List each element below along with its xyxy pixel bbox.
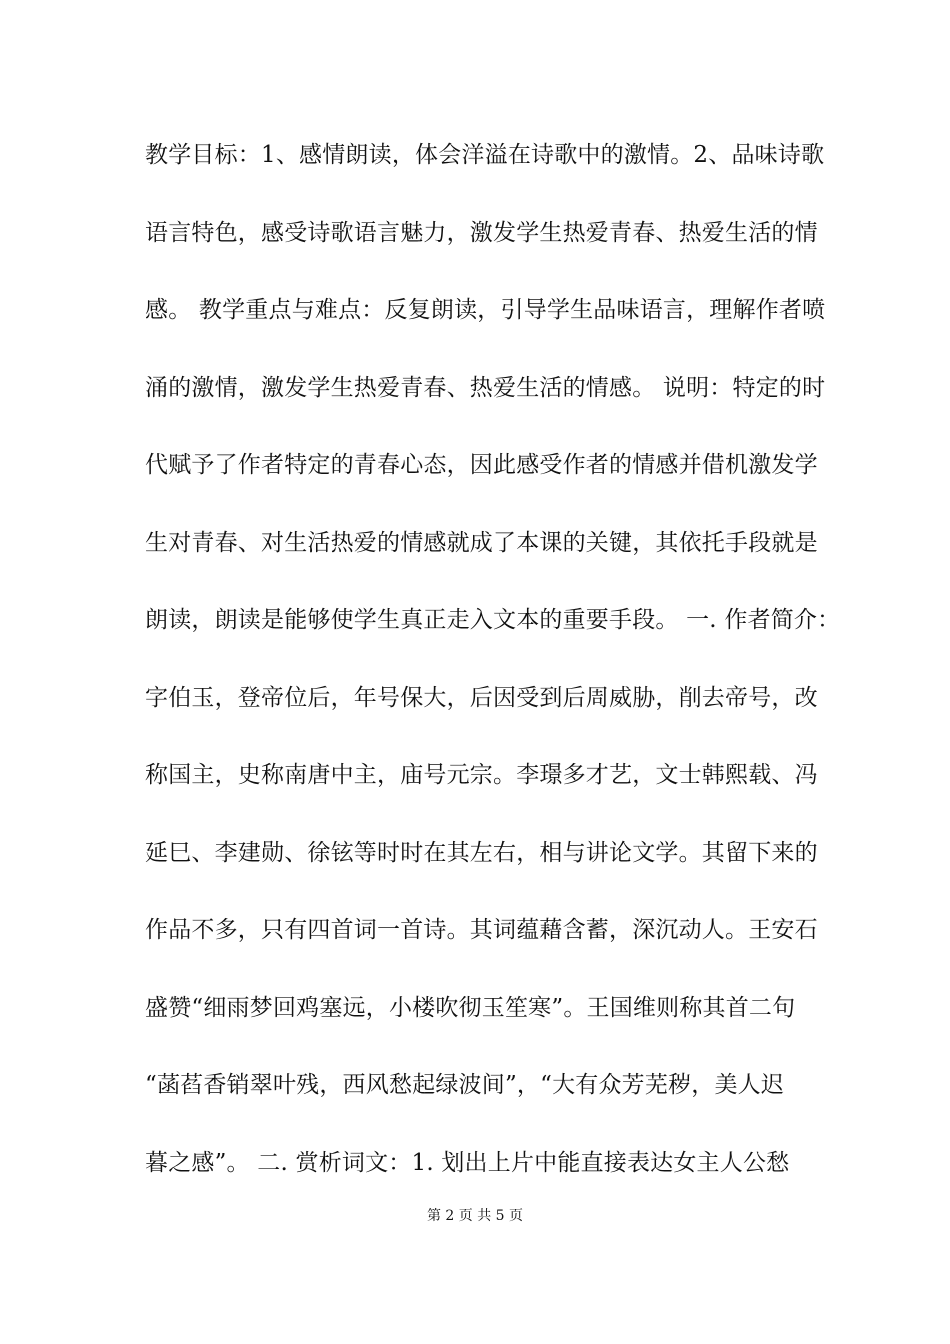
text-line-9: 称国主，史称南唐中主，庙号元宗。李璟多才艺，文士韩熙载、冯 — [145, 762, 818, 788]
text-line-5: 代赋予了作者特定的青春心态，因此感受作者的情感并借机激发学 — [145, 452, 818, 478]
text-line-10: 延巳、李建勋、徐铉等时时在其左右，相与讲论文学。其留下来的 — [145, 839, 818, 866]
text-line-6: 生对青春、对生活热爱的情感就成了本课的关键，其依托手段就是 — [145, 529, 818, 556]
text-line-3: 感。 教学重点与难点：反复朗读，引导学生品味语言，理解作者喷 — [145, 297, 826, 323]
text-line-7: 朗读，朗读是能够使学生真正走入文本的重要手段。 一. 作者简介： — [145, 607, 841, 633]
text-line-2: 语言特色，感受诗歌语言魅力，激发学生热爱青春、热爱生活的情 — [145, 219, 818, 246]
document-body — [145, 132, 841, 1217]
text-line-14: 暮之感”。 二. 赏析词文：1. 划出上片中能直接表达女主人公愁 — [145, 1149, 790, 1176]
text-line-4: 涌的激情，激发学生热爱青春、热爱生活的情感。 说明：特定的时 — [145, 374, 826, 401]
text-line-12: 盛赞“细雨梦回鸡塞远，小楼吹彻玉笙寒”。王国维则称其首二句 — [145, 994, 796, 1021]
text-line-11: 作品不多，只有四首词一首诗。其词蕴藉含蓄，深沉动人。王安石 — [145, 917, 818, 943]
text-line-13: “菡萏香销翠叶残，西风愁起绿波间”，“大有众芳芜秽，美人迟 — [145, 1072, 785, 1098]
text-line-8: 字伯玉，登帝位后，年号保大，后因受到后周威胁，削去帝号，改 — [145, 684, 818, 711]
page-number-footer: 第 2 页 共 5 页 — [426, 1208, 524, 1224]
text-line-1: 教学目标：1、感情朗读，体会洋溢在诗歌中的激情。2、品味诗歌 — [145, 142, 825, 168]
